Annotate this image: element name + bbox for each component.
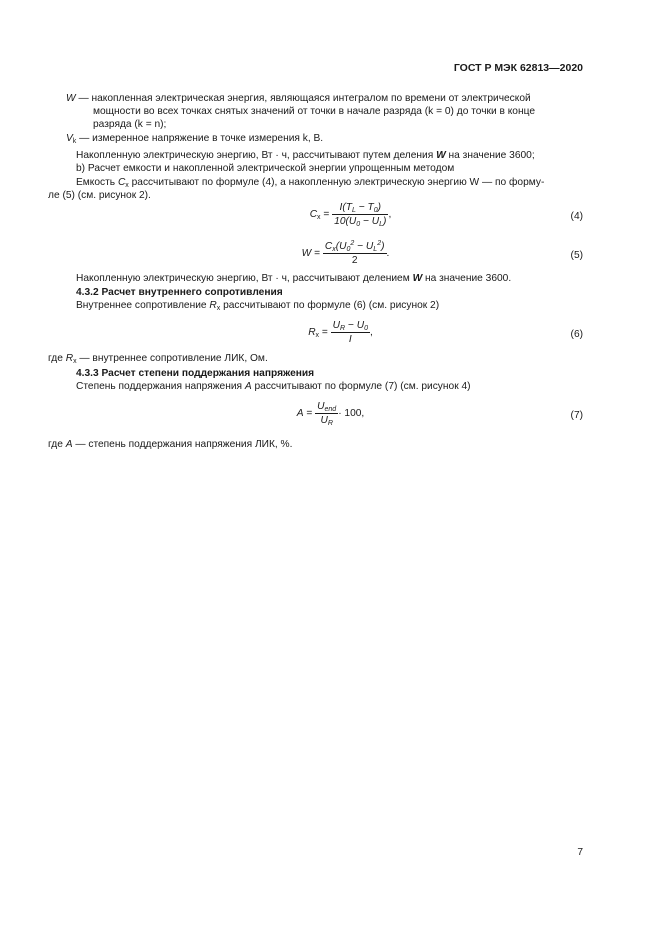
f6-eq: = <box>319 327 328 339</box>
f6-numerator: $U_R - U_0$ <box>332 320 368 332</box>
f7-numerator: $U_{end}$ <box>317 401 337 413</box>
f7-number: (7) <box>570 410 583 421</box>
paragraph-resistance <box>76 299 439 312</box>
paragraph-voltage-retention <box>76 380 471 393</box>
f6-denominator: I <box>348 334 352 345</box>
symbol-v: V <box>66 133 73 144</box>
para2-text-b: рассчитывают по формуле (4), а накопленную электрическую энергию W — по форму- <box>128 177 545 188</box>
para1-text-b: на значение 3600; <box>445 150 535 161</box>
para1-text-a: Накопленную электрическую энергию, Вт · ч, рассчитывают путем деления <box>76 150 437 161</box>
definition-w-text-1: — накопленная электрическая энергия, являющаяся интегралом по времени от электрической <box>75 93 531 104</box>
section-b-title: b) Расчет емкости и накопленной электрической энергии упрощенным методом <box>76 163 455 174</box>
symbol-v-sub: k <box>72 138 77 145</box>
para5-text-a: Степень поддержания напряжения <box>76 381 245 392</box>
para5-text-b: рассчитывают по формуле (7) (см. рисунок 4) <box>251 381 471 392</box>
para4-r: R <box>209 300 217 311</box>
f4-lhs: C <box>309 209 318 221</box>
para2-c-sub: x <box>125 182 129 189</box>
where1-text-b: — внутреннее сопротивление ЛИК, Ом. <box>76 353 268 364</box>
definition-vk <box>66 132 323 145</box>
f4-fraction <box>332 201 388 228</box>
para3-text-b: на значение 3600. <box>422 273 512 284</box>
f4-tail: , <box>388 209 392 221</box>
f5-number: (5) <box>570 250 583 261</box>
para1-w: W <box>436 150 446 161</box>
para5-a: A <box>244 381 252 392</box>
f7-fraction <box>315 400 338 427</box>
para2-c: C <box>117 177 126 188</box>
f4-denominator: $10(U_0 - U_L)$ <box>334 216 387 228</box>
where1-text-a: где <box>48 353 66 364</box>
section-4-3-3-title: 4.3.3 Расчет степени поддержания напряжения <box>76 368 315 379</box>
formula-5 <box>0 240 661 267</box>
definition-w-line-2: мощности во всех точках снятых значений от точки в начале разряда (k = 0) до точки в конце <box>93 106 535 117</box>
symbol-w: W <box>66 93 76 104</box>
f7-eq: = <box>303 408 313 420</box>
definition-vk-text: — измеренное напряжение в точке измерения k, В. <box>76 133 324 144</box>
page-number: 7 <box>577 847 583 858</box>
f4-numerator: $I(T_L - T_0)$ <box>332 201 388 215</box>
f6-number: (6) <box>570 329 583 340</box>
f4-eq: = <box>320 209 330 221</box>
f6-fraction <box>331 319 370 346</box>
para4-r-sub: x <box>216 305 221 312</box>
f5-fraction <box>323 240 387 267</box>
f5-numerator: $C_x(U_0^2 - U_L^2)$ <box>324 240 385 253</box>
paragraph-capacity <box>76 176 544 189</box>
f7-tail: , <box>361 408 365 420</box>
f5-eq: = <box>311 248 321 260</box>
formula-4 <box>0 201 661 228</box>
f6-lhs-sub: x <box>315 332 320 340</box>
where2-a: A <box>65 439 73 450</box>
f5-tail: . <box>386 248 390 260</box>
f7-multiplier: · 100 <box>338 408 362 420</box>
para2-text-a: Емкость <box>76 177 118 188</box>
where2-text-a: где <box>48 439 66 450</box>
paragraph-energy-division-2 <box>76 272 511 285</box>
f5-lhs: W <box>301 248 312 260</box>
para4-text-a: Внутреннее сопротивление <box>76 300 210 311</box>
formula-6 <box>0 319 661 346</box>
f6-lhs: R <box>308 327 316 339</box>
f4-number: (4) <box>570 211 583 222</box>
para3-w: W <box>412 273 423 284</box>
where2-text-b: — степень поддержания напряжения ЛИК, %. <box>72 439 293 450</box>
f7-lhs: A <box>296 408 304 420</box>
f6-tail: , <box>369 327 373 339</box>
definition-w <box>66 92 586 105</box>
formula-7 <box>0 400 661 427</box>
f7-denominator: $U_R$ <box>320 415 333 427</box>
para3-text-a: Накопленную электрическую энергию, Вт · ч, рассчитывают делением <box>76 273 413 284</box>
paragraph-capacity-line-2: ле (5) (см. рисунок 2). <box>48 190 151 201</box>
standard-header: ГОСТ Р МЭК 62813—2020 <box>453 62 583 74</box>
where-rx <box>48 352 268 365</box>
definition-w-line-3: разряда (k = n); <box>93 119 167 130</box>
paragraph-energy-division <box>76 149 535 162</box>
where-a <box>48 438 292 451</box>
where1-r: R <box>65 353 74 364</box>
section-4-3-2-title: 4.3.2 Расчет внутреннего сопротивления <box>76 287 283 298</box>
where1-r-sub: x <box>73 358 77 365</box>
f4-lhs-sub: x <box>317 214 321 222</box>
f5-denominator: 2 <box>351 255 358 266</box>
para4-text-b: рассчитывают по формуле (6) (см. рисунок 2) <box>220 300 440 311</box>
